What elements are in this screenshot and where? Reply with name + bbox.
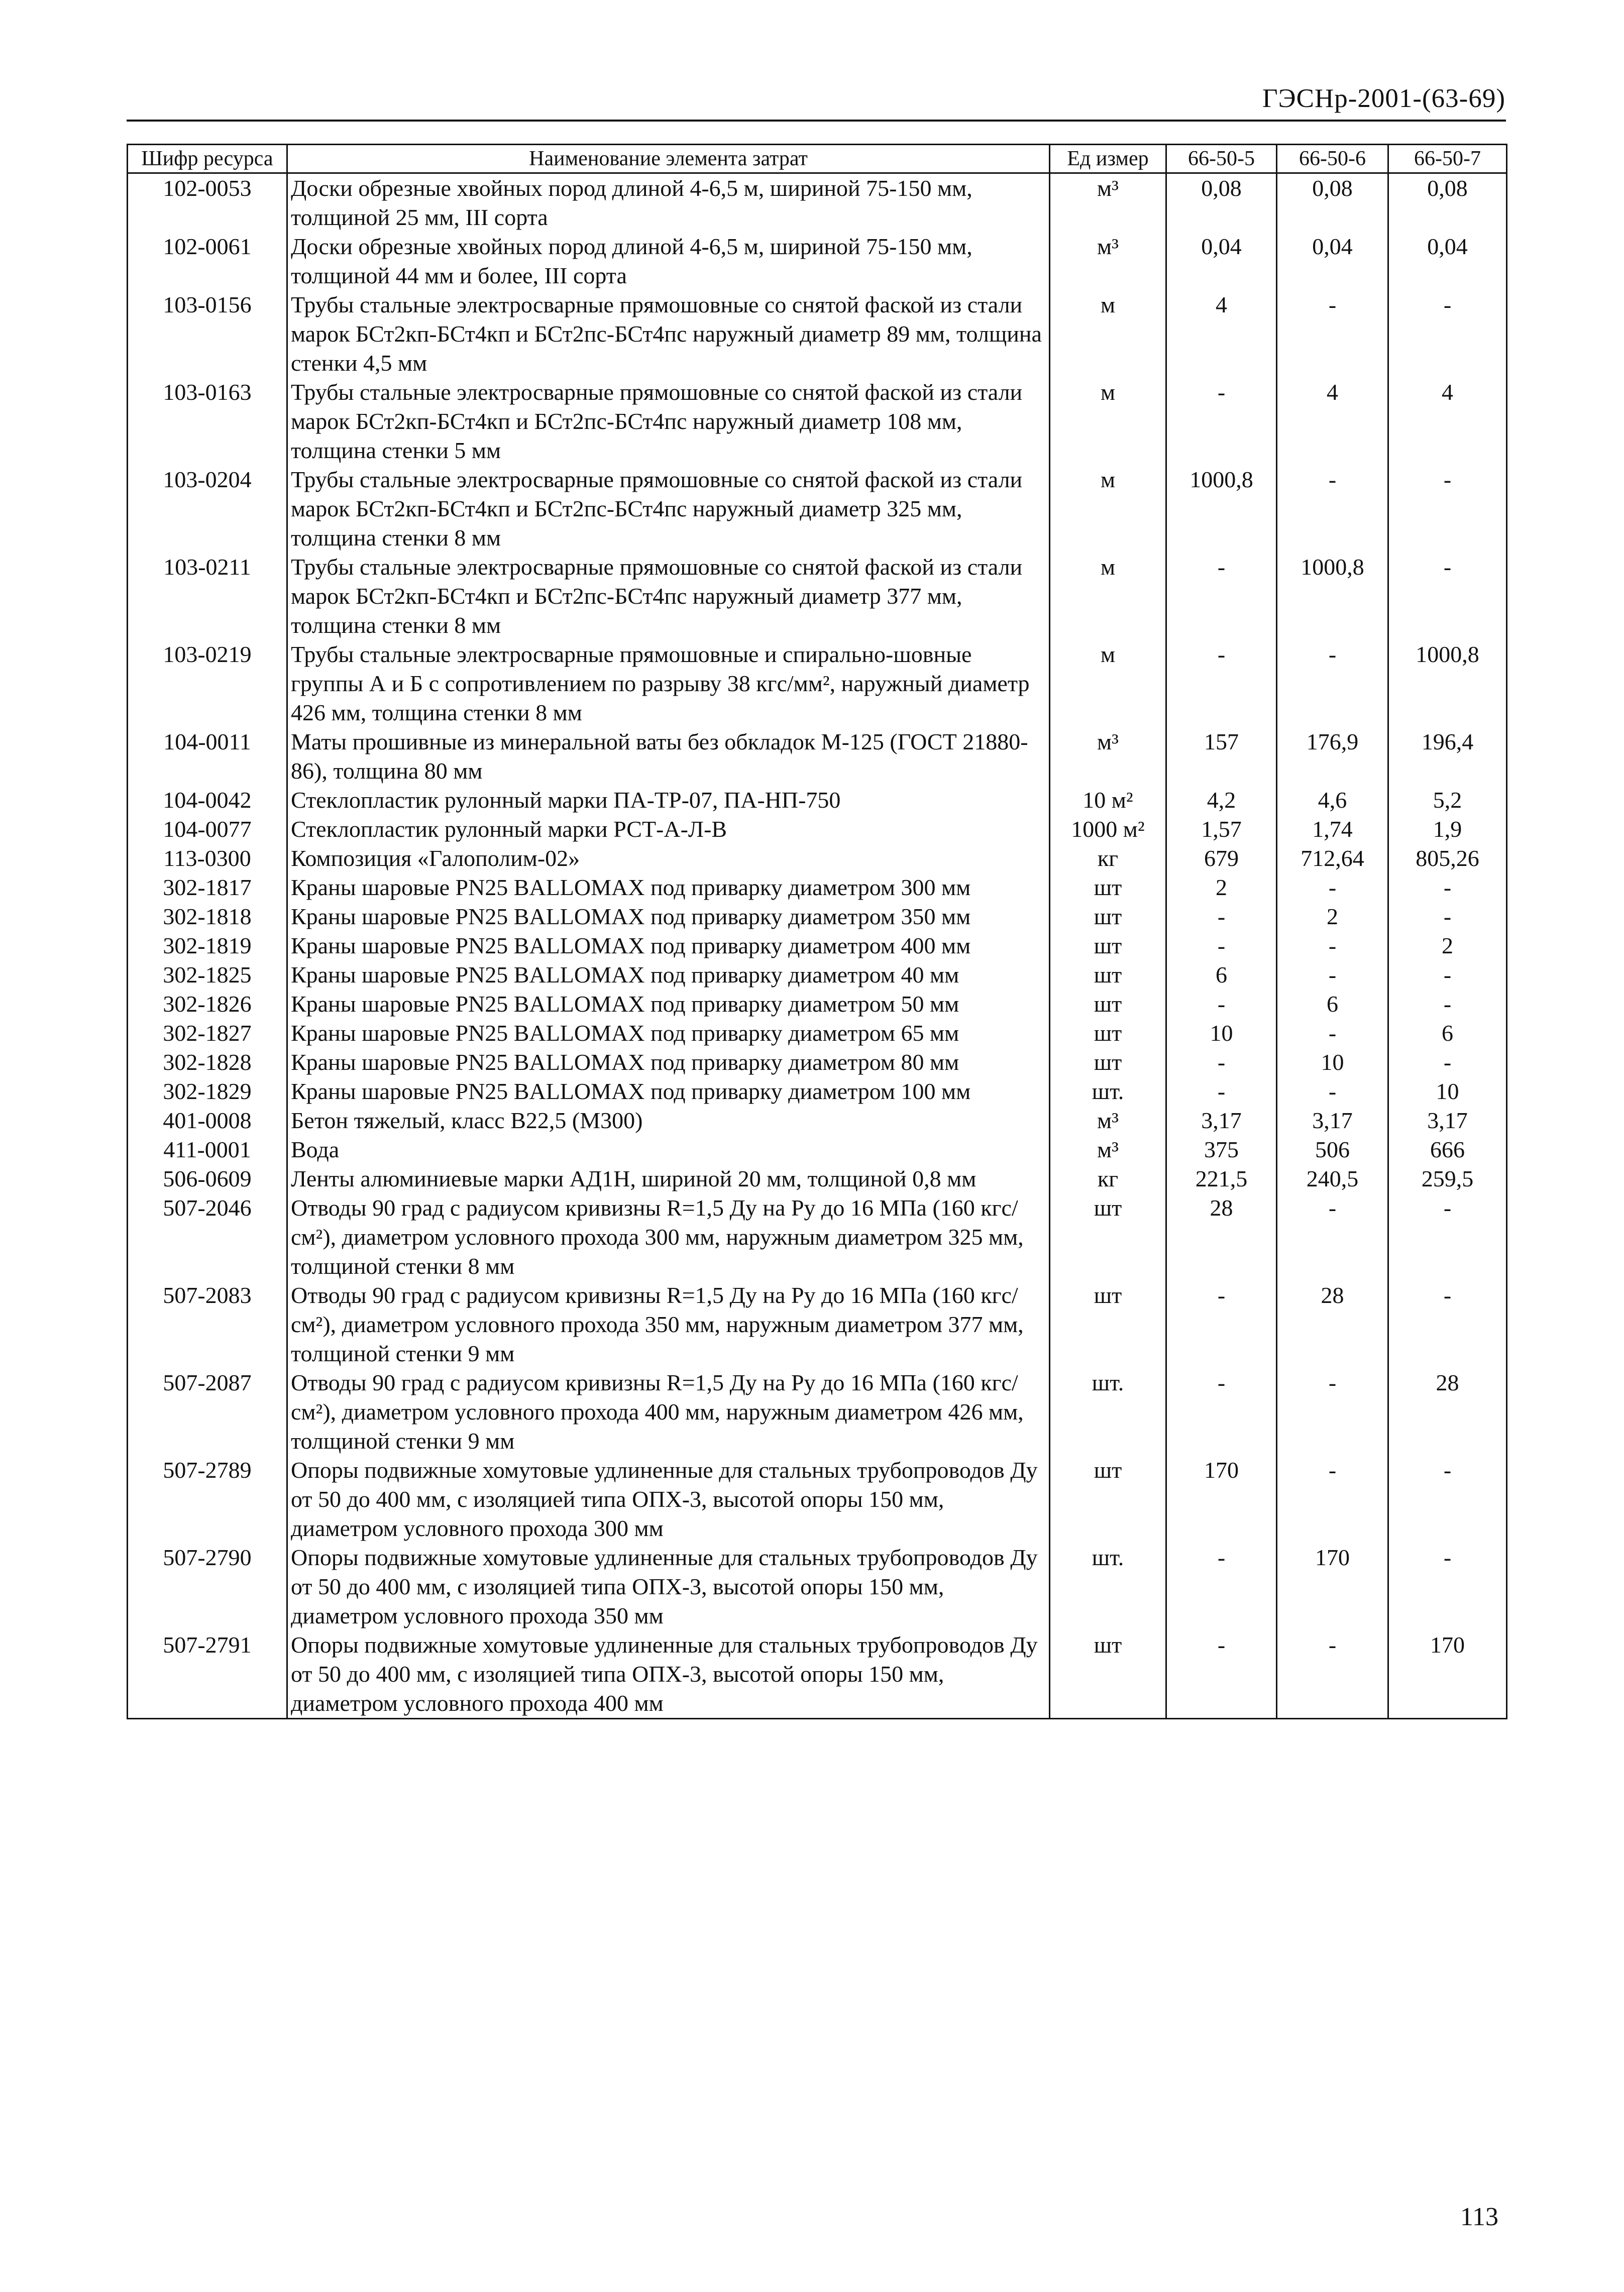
table-row (128, 1368, 1507, 1456)
resource-name-cell: Отводы 90 град с радиусом кривизны R=1,5 Ду на Ру до 16 МПа (160 кгс/см²), диаметром условного прохода 400 мм, наружным диаметром 426 мм, толщиной стенки 9 мм (287, 1368, 1050, 1456)
table-row (128, 465, 1507, 553)
unit-cell: шт. (1050, 1368, 1166, 1456)
unit-cell: м³ (1050, 1135, 1166, 1164)
unit-cell: м³ (1050, 232, 1166, 290)
value-66-50-5-cell: 10 (1166, 1019, 1277, 1048)
resource-code-cell: 103-0163 (128, 378, 287, 465)
resource-code-cell: 411-0001 (128, 1135, 287, 1164)
resource-name-cell: Доски обрезные хвойных пород длиной 4-6,5 м, шириной 75-150 мм, толщиной 44 мм и более, III сорта (287, 232, 1050, 290)
unit-cell: шт. (1050, 1543, 1166, 1630)
value-66-50-6-cell: - (1277, 1368, 1388, 1456)
value-66-50-6-cell: 6 (1277, 990, 1388, 1019)
resource-code-cell: 302-1828 (128, 1048, 287, 1077)
value-66-50-5-cell: 6 (1166, 960, 1277, 990)
resource-name-cell: Краны шаровые PN25 BALLOMAX под приварку диаметром 80 мм (287, 1048, 1050, 1077)
resource-name-cell: Стеклопластик рулонный марки ПА-ТР-07, ПА-НП-750 (287, 786, 1050, 815)
value-66-50-6-cell: 2 (1277, 902, 1388, 931)
table-row (128, 378, 1507, 465)
value-66-50-7-cell: - (1388, 873, 1507, 902)
resource-name-cell: Отводы 90 град с радиусом кривизны R=1,5 Ду на Ру до 16 МПа (160 кгс/см²), диаметром условного прохода 300 мм, наружным диаметром 325 мм, толщиной стенки 8 мм (287, 1193, 1050, 1281)
unit-cell: м (1050, 640, 1166, 727)
unit-cell: шт (1050, 990, 1166, 1019)
value-66-50-7-cell: 1000,8 (1388, 640, 1507, 727)
value-66-50-6-cell: - (1277, 1019, 1388, 1048)
unit-cell: шт (1050, 931, 1166, 960)
value-66-50-5-cell: - (1166, 902, 1277, 931)
header-resource-code: Шифр ресурса (128, 145, 287, 173)
resource-table (127, 144, 1507, 1719)
unit-cell: шт (1050, 1193, 1166, 1281)
table-row (128, 290, 1507, 378)
value-66-50-5-cell: 221,5 (1166, 1164, 1277, 1193)
unit-cell: кг (1050, 1164, 1166, 1193)
resource-code-cell: 302-1818 (128, 902, 287, 931)
table-row (128, 727, 1507, 786)
value-66-50-5-cell: 0,04 (1166, 232, 1277, 290)
value-66-50-5-cell: 2 (1166, 873, 1277, 902)
value-66-50-6-cell: 4,6 (1277, 786, 1388, 815)
resource-name-cell: Краны шаровые PN25 BALLOMAX под приварку диаметром 400 мм (287, 931, 1050, 960)
table-row (128, 1281, 1507, 1368)
resource-code-cell: 103-0156 (128, 290, 287, 378)
resource-name-cell: Трубы стальные электросварные прямошовные и спирально-шовные группы А и Б с сопротивлением по разрыву 38 кгс/мм², наружный диаметр 426 мм, толщина стенки 8 мм (287, 640, 1050, 727)
value-66-50-6-cell: - (1277, 873, 1388, 902)
resource-name-cell: Трубы стальные электросварные прямошовные со снятой фаской из стали марок БСт2кп-БСт4кп и БСт2пс-БСт4пс наружный диаметр 377 мм, толщина стенки 8 мм (287, 553, 1050, 640)
table-row (128, 1630, 1507, 1719)
table-row (128, 873, 1507, 902)
resource-name-cell: Бетон тяжелый, класс В22,5 (М300) (287, 1106, 1050, 1135)
value-66-50-6-cell: 506 (1277, 1135, 1388, 1164)
resource-code-cell: 103-0219 (128, 640, 287, 727)
table-row (128, 1048, 1507, 1077)
value-66-50-7-cell: - (1388, 1456, 1507, 1543)
resource-code-cell: 302-1827 (128, 1019, 287, 1048)
resource-name-cell: Краны шаровые PN25 BALLOMAX под приварку диаметром 100 мм (287, 1077, 1050, 1106)
header-norm-66-50-5: 66-50-5 (1166, 145, 1277, 173)
table-row (128, 232, 1507, 290)
value-66-50-5-cell: - (1166, 553, 1277, 640)
document-code: ГЭСНр-2001-(63-69) (1262, 84, 1505, 113)
resource-name-cell: Отводы 90 град с радиусом кривизны R=1,5 Ду на Ру до 16 МПа (160 кгс/см²), диаметром условного прохода 350 мм, наружным диаметром 377 мм, толщиной стенки 9 мм (287, 1281, 1050, 1368)
table-row (128, 902, 1507, 931)
value-66-50-7-cell: - (1388, 290, 1507, 378)
value-66-50-7-cell: 3,17 (1388, 1106, 1507, 1135)
value-66-50-7-cell: - (1388, 990, 1507, 1019)
table-row (128, 990, 1507, 1019)
value-66-50-6-cell: 176,9 (1277, 727, 1388, 786)
resource-name-cell: Краны шаровые PN25 BALLOMAX под приварку диаметром 65 мм (287, 1019, 1050, 1048)
value-66-50-6-cell: - (1277, 1630, 1388, 1719)
unit-cell: кг (1050, 844, 1166, 873)
value-66-50-5-cell: - (1166, 1368, 1277, 1456)
resource-code-cell: 507-2791 (128, 1630, 287, 1719)
value-66-50-7-cell: 0,08 (1388, 173, 1507, 233)
value-66-50-5-cell: - (1166, 378, 1277, 465)
resource-code-cell: 104-0011 (128, 727, 287, 786)
value-66-50-6-cell: - (1277, 1077, 1388, 1106)
value-66-50-5-cell: - (1166, 1077, 1277, 1106)
value-66-50-6-cell: - (1277, 1193, 1388, 1281)
header-norm-66-50-6: 66-50-6 (1277, 145, 1388, 173)
resource-code-cell: 302-1825 (128, 960, 287, 990)
header-cost-element-name: Наименование элемента затрат (287, 145, 1050, 173)
resource-code-cell: 401-0008 (128, 1106, 287, 1135)
value-66-50-5-cell: - (1166, 990, 1277, 1019)
resource-name-cell: Трубы стальные электросварные прямошовные со снятой фаской из стали марок БСт2кп-БСт4кп и БСт2пс-БСт4пс наружный диаметр 325 мм, толщина стенки 8 мм (287, 465, 1050, 553)
value-66-50-5-cell: 1000,8 (1166, 465, 1277, 553)
header-norm-66-50-7: 66-50-7 (1388, 145, 1507, 173)
unit-cell: шт (1050, 1048, 1166, 1077)
value-66-50-5-cell: 1,57 (1166, 815, 1277, 844)
value-66-50-7-cell: 6 (1388, 1019, 1507, 1048)
resource-name-cell: Краны шаровые PN25 BALLOMAX под приварку диаметром 300 мм (287, 873, 1050, 902)
value-66-50-6-cell: 3,17 (1277, 1106, 1388, 1135)
value-66-50-7-cell: 28 (1388, 1368, 1507, 1456)
table-row (128, 1077, 1507, 1106)
resource-name-cell: Стеклопластик рулонный марки РСТ-А-Л-В (287, 815, 1050, 844)
value-66-50-7-cell: 10 (1388, 1077, 1507, 1106)
value-66-50-7-cell: 4 (1388, 378, 1507, 465)
value-66-50-5-cell: 157 (1166, 727, 1277, 786)
resource-code-cell: 302-1819 (128, 931, 287, 960)
resource-name-cell: Трубы стальные электросварные прямошовные со снятой фаской из стали марок БСт2кп-БСт4кп и БСт2пс-БСт4пс наружный диаметр 108 мм, толщина стенки 5 мм (287, 378, 1050, 465)
resource-code-cell: 507-2789 (128, 1456, 287, 1543)
unit-cell: м³ (1050, 1106, 1166, 1135)
unit-cell: м³ (1050, 727, 1166, 786)
resource-name-cell: Маты прошивные из минеральной ваты без обкладок М-125 (ГОСТ 21880-86), толщина 80 мм (287, 727, 1050, 786)
value-66-50-7-cell: - (1388, 1048, 1507, 1077)
table-row (128, 640, 1507, 727)
table-row (128, 815, 1507, 844)
resource-code-cell: 103-0204 (128, 465, 287, 553)
unit-cell: м (1050, 378, 1166, 465)
resource-name-cell: Опоры подвижные хомутовые удлиненные для стальных трубопроводов Ду от 50 до 400 мм, с изоляцией типа ОПХ-3, высотой опоры 150 мм, диаметром условного прохода 300 мм (287, 1456, 1050, 1543)
value-66-50-7-cell: 196,4 (1388, 727, 1507, 786)
table-row (128, 1106, 1507, 1135)
resource-name-cell: Опоры подвижные хомутовые удлиненные для стальных трубопроводов Ду от 50 до 400 мм, с изоляцией типа ОПХ-3, высотой опоры 150 мм, диаметром условного прохода 400 мм (287, 1630, 1050, 1719)
value-66-50-7-cell: 0,04 (1388, 232, 1507, 290)
value-66-50-7-cell: 666 (1388, 1135, 1507, 1164)
resource-name-cell: Краны шаровые PN25 BALLOMAX под приварку диаметром 350 мм (287, 902, 1050, 931)
resource-code-cell: 104-0077 (128, 815, 287, 844)
unit-cell: шт (1050, 1456, 1166, 1543)
resource-code-cell: 104-0042 (128, 786, 287, 815)
resource-name-cell: Доски обрезные хвойных пород длиной 4-6,5 м, шириной 75-150 мм, толщиной 25 мм, III сорта (287, 173, 1050, 233)
table-row (128, 931, 1507, 960)
value-66-50-6-cell: - (1277, 960, 1388, 990)
resource-code-cell: 113-0300 (128, 844, 287, 873)
value-66-50-7-cell: 170 (1388, 1630, 1507, 1719)
unit-cell: шт (1050, 960, 1166, 990)
value-66-50-6-cell: - (1277, 640, 1388, 727)
table-row (128, 1019, 1507, 1048)
resource-name-cell: Опоры подвижные хомутовые удлиненные для стальных трубопроводов Ду от 50 до 400 мм, с изоляцией типа ОПХ-3, высотой опоры 150 мм, диаметром условного прохода 350 мм (287, 1543, 1050, 1630)
table-row (128, 786, 1507, 815)
table-row (128, 1456, 1507, 1543)
resource-code-cell: 102-0053 (128, 173, 287, 233)
unit-cell: шт (1050, 902, 1166, 931)
resource-code-cell: 302-1829 (128, 1077, 287, 1106)
unit-cell: м (1050, 290, 1166, 378)
page-number: 113 (1460, 2203, 1498, 2231)
unit-cell: 10 м² (1050, 786, 1166, 815)
table-row (128, 553, 1507, 640)
unit-cell: шт (1050, 1630, 1166, 1719)
resource-code-cell: 302-1817 (128, 873, 287, 902)
table-row (128, 1193, 1507, 1281)
value-66-50-5-cell: - (1166, 1048, 1277, 1077)
value-66-50-6-cell: - (1277, 1456, 1388, 1543)
unit-cell: м (1050, 465, 1166, 553)
resource-name-cell: Краны шаровые PN25 BALLOMAX под приварку диаметром 50 мм (287, 990, 1050, 1019)
value-66-50-6-cell: 28 (1277, 1281, 1388, 1368)
value-66-50-7-cell: 5,2 (1388, 786, 1507, 815)
value-66-50-6-cell: - (1277, 465, 1388, 553)
resource-code-cell: 507-2083 (128, 1281, 287, 1368)
header-unit: Ед измер (1050, 145, 1166, 173)
value-66-50-6-cell: 1000,8 (1277, 553, 1388, 640)
value-66-50-6-cell: 10 (1277, 1048, 1388, 1077)
unit-cell: 1000 м² (1050, 815, 1166, 844)
resource-code-cell: 103-0211 (128, 553, 287, 640)
table-row (128, 1543, 1507, 1630)
table-header-row (128, 145, 1507, 173)
unit-cell: шт (1050, 1019, 1166, 1048)
value-66-50-7-cell: 805,26 (1388, 844, 1507, 873)
value-66-50-7-cell: - (1388, 465, 1507, 553)
resource-code-cell: 507-2790 (128, 1543, 287, 1630)
unit-cell: шт. (1050, 1077, 1166, 1106)
value-66-50-6-cell: 1,74 (1277, 815, 1388, 844)
value-66-50-5-cell: - (1166, 1281, 1277, 1368)
table-row (128, 1164, 1507, 1193)
table-row (128, 960, 1507, 990)
value-66-50-7-cell: - (1388, 902, 1507, 931)
value-66-50-6-cell: - (1277, 931, 1388, 960)
value-66-50-7-cell: 259,5 (1388, 1164, 1507, 1193)
value-66-50-6-cell: 4 (1277, 378, 1388, 465)
value-66-50-5-cell: - (1166, 1630, 1277, 1719)
resource-name-cell: Вода (287, 1135, 1050, 1164)
unit-cell: шт (1050, 1281, 1166, 1368)
value-66-50-5-cell: 28 (1166, 1193, 1277, 1281)
value-66-50-7-cell: - (1388, 1193, 1507, 1281)
resource-code-cell: 302-1826 (128, 990, 287, 1019)
value-66-50-7-cell: - (1388, 1543, 1507, 1630)
value-66-50-5-cell: 679 (1166, 844, 1277, 873)
value-66-50-7-cell: 1,9 (1388, 815, 1507, 844)
resource-code-cell: 507-2046 (128, 1193, 287, 1281)
table-row (128, 173, 1507, 233)
value-66-50-7-cell: 2 (1388, 931, 1507, 960)
value-66-50-5-cell: 0,08 (1166, 173, 1277, 233)
value-66-50-6-cell: 712,64 (1277, 844, 1388, 873)
unit-cell: м³ (1050, 173, 1166, 233)
table-row (128, 844, 1507, 873)
value-66-50-5-cell: 4 (1166, 290, 1277, 378)
resource-name-cell: Композиция «Галополим-02» (287, 844, 1050, 873)
value-66-50-5-cell: - (1166, 1543, 1277, 1630)
value-66-50-7-cell: - (1388, 553, 1507, 640)
header-rule (127, 120, 1506, 122)
resource-code-cell: 506-0609 (128, 1164, 287, 1193)
value-66-50-7-cell: - (1388, 960, 1507, 990)
value-66-50-6-cell: - (1277, 290, 1388, 378)
value-66-50-5-cell: 375 (1166, 1135, 1277, 1164)
resource-code-cell: 507-2087 (128, 1368, 287, 1456)
value-66-50-5-cell: 3,17 (1166, 1106, 1277, 1135)
resource-code-cell: 102-0061 (128, 232, 287, 290)
value-66-50-6-cell: 170 (1277, 1543, 1388, 1630)
value-66-50-6-cell: 0,04 (1277, 232, 1388, 290)
value-66-50-5-cell: - (1166, 640, 1277, 727)
resource-name-cell: Ленты алюминиевые марки АД1Н, шириной 20 мм, толщиной 0,8 мм (287, 1164, 1050, 1193)
resource-name-cell: Краны шаровые PN25 BALLOMAX под приварку диаметром 40 мм (287, 960, 1050, 990)
table-row (128, 1135, 1507, 1164)
value-66-50-5-cell: - (1166, 931, 1277, 960)
unit-cell: шт (1050, 873, 1166, 902)
value-66-50-5-cell: 170 (1166, 1456, 1277, 1543)
unit-cell: м (1050, 553, 1166, 640)
value-66-50-7-cell: - (1388, 1281, 1507, 1368)
value-66-50-6-cell: 0,08 (1277, 173, 1388, 233)
value-66-50-5-cell: 4,2 (1166, 786, 1277, 815)
resource-name-cell: Трубы стальные электросварные прямошовные со снятой фаской из стали марок БСт2кп-БСт4кп и БСт2пс-БСт4пс наружный диаметр 89 мм, толщина стенки 4,5 мм (287, 290, 1050, 378)
value-66-50-6-cell: 240,5 (1277, 1164, 1388, 1193)
